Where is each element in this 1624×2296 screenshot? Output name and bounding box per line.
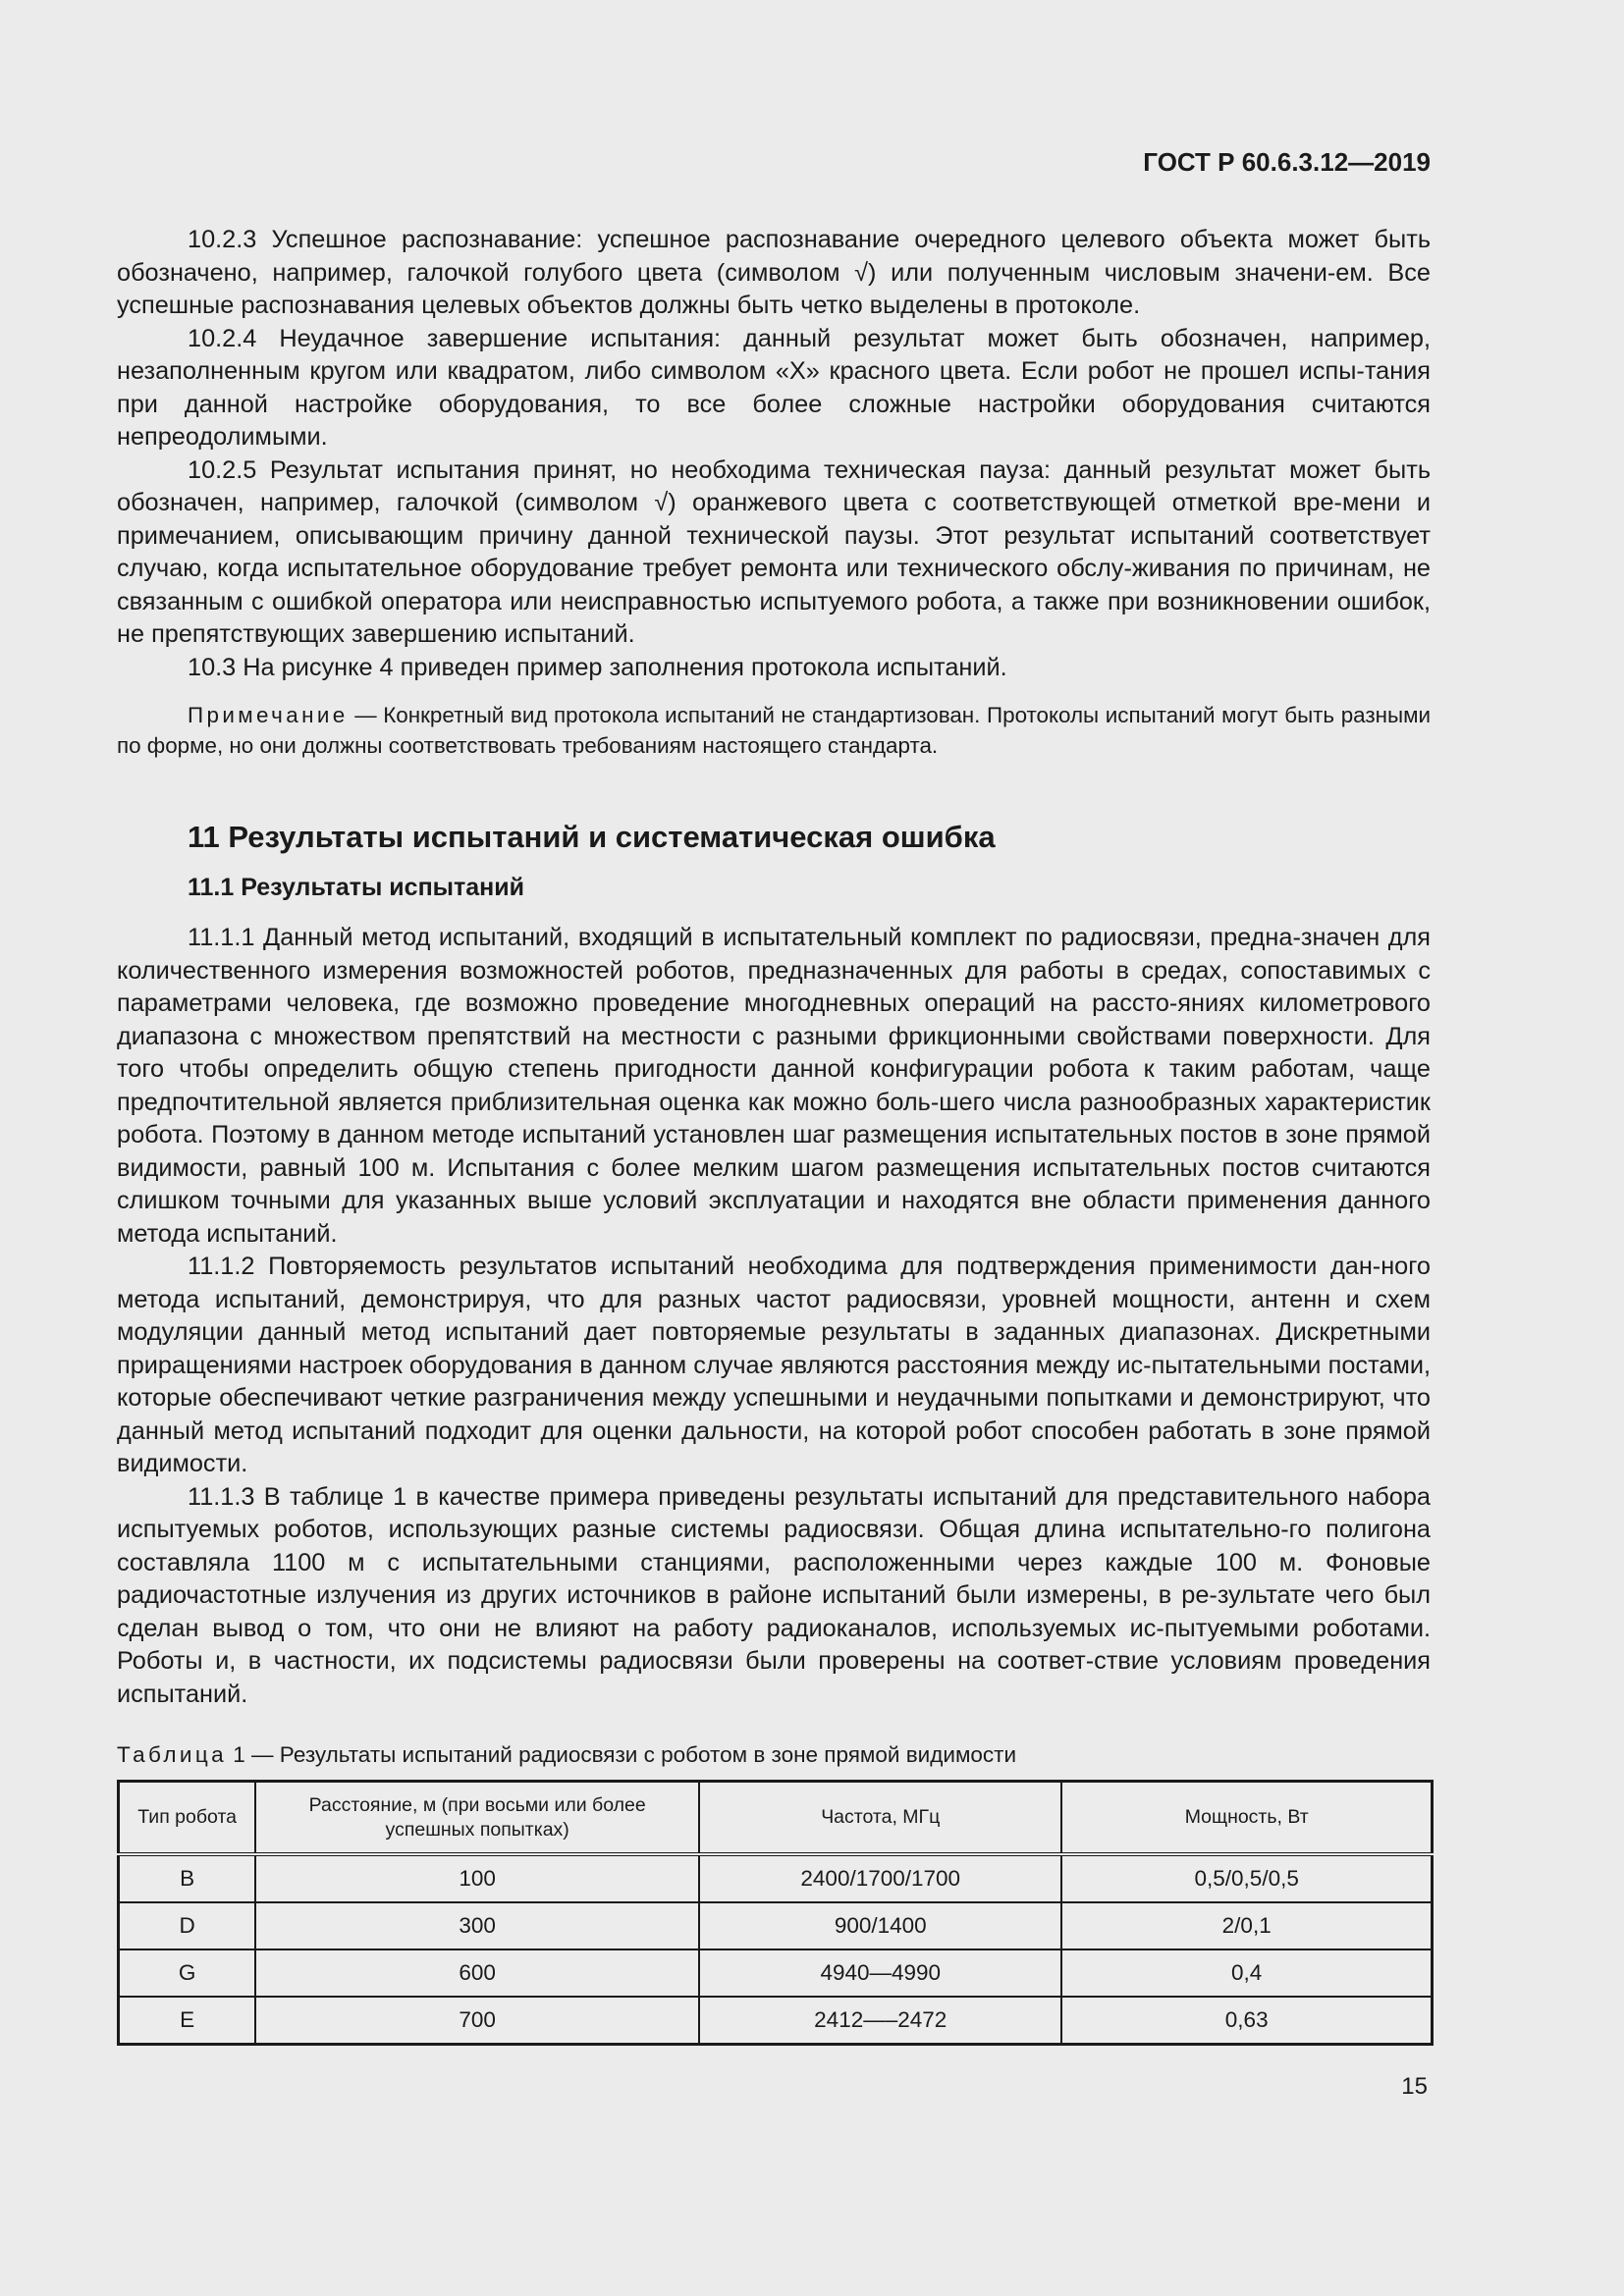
- document-header: ГОСТ Р 60.6.3.12—2019: [1143, 147, 1431, 177]
- cell-frequency: 2412—–2472: [699, 1997, 1061, 2045]
- note-text: — Конкретный вид протокола испытаний не стандартизован. Протоколы испытаний могут быть разными по форме, но они должны соответствовать требованиям настоящего стандарта.: [117, 703, 1431, 758]
- table-header-row: [119, 1782, 1433, 1855]
- cell-robot-type: B: [119, 1854, 256, 1902]
- table-row: [119, 1949, 1433, 1997]
- note-label: Примечание: [188, 703, 349, 727]
- header-frequency: Частота, МГц: [699, 1782, 1061, 1855]
- table-row: [119, 1854, 1433, 1902]
- paragraph-11-1-2: 11.1.2 Повторяемость результатов испытаний необходима для подтверждения применимости дан-ного метода испытаний, демонстрируя, что для разных частот радиосвязи, уровней мощности, антенн и схем модуляции данный метод испытаний дает повторяемые результаты в заданных диапазонах. Дискретными приращениями настроек оборудования в данном случае являются расстояния между ис-пытательными постами, которые обеспечивают четкие разграничения между успешными и неудачными попытками и демонстрируют, что данный метод испытаний подходит для оценки дальности, на которой робот способен работать в зоне прямой видимости.: [117, 1253, 1431, 1477]
- cell-power: 0,63: [1061, 1997, 1432, 2045]
- paragraph-10-2-5: 10.2.5 Результат испытания принят, но необходима техническая пауза: данный результат может быть обозначен, например, галочкой (символом √) оранжевого цвета с соответствующей отметкой вре-мени и примечанием, описывающим причину данной технической паузы. Этот результат испытаний соответствует случаю, когда испытательное оборудование требует ремонта или технического обслу-живания по причинам, не связанным с ошибкой оператора или неисправностью испытуемого робота, а также при возникновении ошибок, не препятствующих завершению испытаний.: [117, 455, 1431, 648]
- cell-frequency: 2400/1700/1700: [699, 1854, 1061, 1902]
- paragraph-10-3: 10.3 На рисунке 4 приведен пример заполнения протокола испытаний.: [188, 653, 1007, 681]
- cell-distance: 700: [255, 1997, 699, 2045]
- table-caption: [117, 1740, 1431, 1770]
- cell-robot-type: G: [119, 1949, 256, 1997]
- page-number: 15: [1401, 2073, 1428, 2100]
- paragraph-10-2-3: 10.2.3 Успешное распознавание: успешное распознавание очередного целевого объекта может быть обозначено, например, галочкой голубого цвета (символом √) или полученным числовым значени-ем. Все успешные распознавания целевых объектов должны быть четко выделены в протоколе.: [117, 226, 1431, 319]
- paragraph-11-1-3: 11.1.3 В таблице 1 в качестве примера приведены результаты испытаний для представительного набора испытуемых роботов, использующих разные системы радиосвязи. Общая длина испытательно-го полигона составляла 1100 м с испытательными станциями, расположенными через каждые 100 м. Фоновые радиочастотные излучения из других источников в районе испытаний были измерены, в ре-зультате чего был сделан вывод о том, что они не влияют на работу радиоканалов, используемых ис-пытуемыми роботами. Роботы и, в частности, их подсистемы радиосвязи были проверены на соответ-ствие условиям проведения испытаний.: [117, 1482, 1431, 1708]
- table-row: [119, 1997, 1433, 2045]
- cell-robot-type: D: [119, 1902, 256, 1949]
- paragraph-10-2-4: 10.2.4 Неудачное завершение испытания: данный результат может быть обозначен, например, незаполненным кругом или квадратом, либо символом «Х» красного цвета. Если робот не прошел испы-тания при данной настройке оборудования, то все более сложные настройки оборудования считаются непреодолимыми.: [117, 324, 1431, 451]
- results-table: [117, 1780, 1434, 2046]
- cell-distance: 600: [255, 1949, 699, 1997]
- header-distance: Расстояние, м (при восьми или более успешных попытках): [255, 1782, 699, 1855]
- table-caption-label: Таблица: [117, 1742, 228, 1767]
- document-body: [117, 224, 1431, 2046]
- cell-frequency: 4940—4990: [699, 1949, 1061, 1997]
- note: [117, 700, 1431, 761]
- cell-power: 0,4: [1061, 1949, 1432, 1997]
- header-robot-type: Тип робота: [119, 1782, 256, 1855]
- cell-power: 2/0,1: [1061, 1902, 1432, 1949]
- table-caption-text: 1 — Результаты испытаний радиосвязи с роботом в зоне прямой видимости: [227, 1742, 1017, 1767]
- section-title: 11 Результаты испытаний и систематическая ошибка: [188, 820, 996, 854]
- paragraph-11-1-1: 11.1.1 Данный метод испытаний, входящий в испытательный комплект по радиосвязи, предна-значен для количественного измерения возможностей роботов, предназначенных для работы в средах, сопоставимых с параметрами человека, где возможно проведение многодневных операций на рассто-яниях километрового диапазона с множеством препятствий на местности с разными фрикционными свойствами поверхности. Для того чтобы определить общую степень пригодности данной конфигурации робота к таким работам, чаще предпочтительной является приблизительная оценка как можно боль-шего числа разнообразных характеристик робота. Поэтому в данном методе испытаний установлен шаг размещения испытательных постов в зоне прямой видимости, равный 100 м. Испытания с более мелким шагом размещения испытательных постов считаются слишком точными для указанных выше условий эксплуатации и находятся вне области применения данного метода испытаний.: [117, 924, 1431, 1248]
- cell-robot-type: E: [119, 1997, 256, 2045]
- cell-power: 0,5/0,5/0,5: [1061, 1854, 1432, 1902]
- cell-distance: 100: [255, 1854, 699, 1902]
- header-power: Мощность, Вт: [1061, 1782, 1432, 1855]
- cell-frequency: 900/1400: [699, 1902, 1061, 1949]
- table-row: [119, 1902, 1433, 1949]
- subsection-title: 11.1 Результаты испытаний: [188, 874, 525, 901]
- cell-distance: 300: [255, 1902, 699, 1949]
